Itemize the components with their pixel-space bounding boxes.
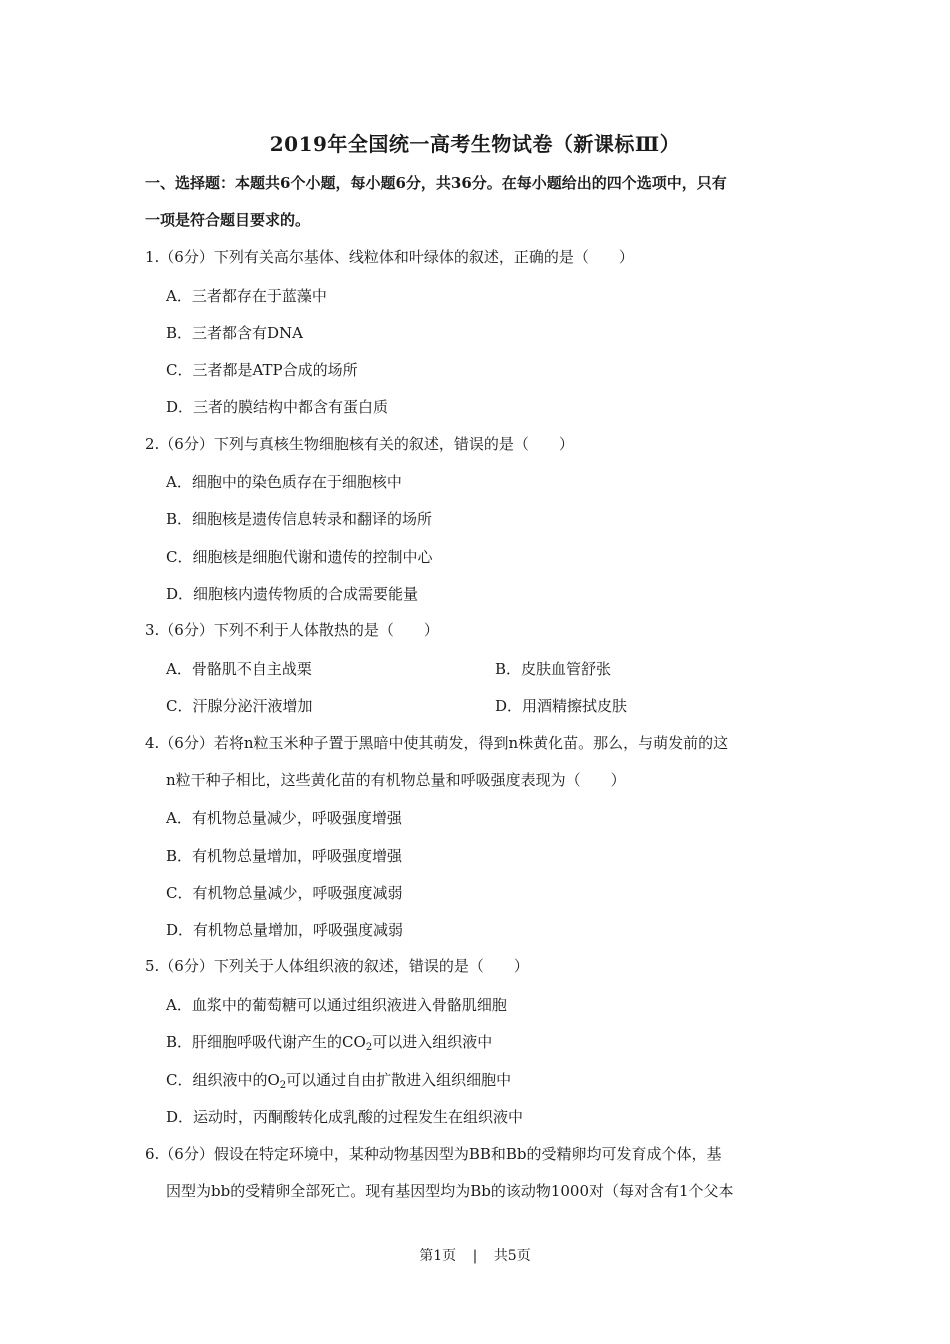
- question-1-option-d[interactable]: D．三者的膜结构中都含有蛋白质: [166, 398, 389, 416]
- question-4-option-c[interactable]: C．有机物总量减少，呼吸强度减弱: [166, 884, 403, 902]
- question-2-option-c[interactable]: C．细胞核是细胞代谢和遗传的控制中心: [166, 548, 433, 566]
- question-3-option-c[interactable]: C．汗腺分泌汗液增加: [166, 697, 313, 715]
- subscript: 2: [279, 1080, 287, 1091]
- question-6-stem-continued: 因型为bb的受精卵全部死亡。现有基因型均为Bb的该动物1000对（每对含有1个父本: [166, 1182, 734, 1200]
- subscript: 2: [365, 1042, 373, 1053]
- question-1-option-c[interactable]: C．三者都是ATP合成的场所: [166, 361, 358, 379]
- question-4-option-b[interactable]: B．有机物总量增加，呼吸强度增强: [166, 847, 403, 865]
- question-4-stem-continued: n粒干种子相比，这些黄化苗的有机物总量和呼吸强度表现为（ ）: [166, 771, 626, 789]
- question-3-stem: 3.（6分）下列不利于人体散热的是（ ）: [145, 621, 439, 639]
- page-title: 2019年全国统一高考生物试卷（新课标Ⅲ）: [269, 132, 681, 156]
- section-instruction: 一、选择题：本题共6个小题，每小题6分，共36分。在每小题给出的四个选项中，只有 一项是符合题目要求的。: [145, 174, 727, 229]
- question-5-option-b[interactable]: B．肝细胞呼吸代谢产生的$CO_2$可以进入组织液中: [166, 1033, 493, 1053]
- question-3-option-b[interactable]: B．皮肤血管舒张: [495, 660, 612, 678]
- question-4-stem: 4.（6分）若将n粒玉米种子置于黑暗中使其萌发，得到n株黄化苗。那么，与萌发前的这 n粒干种子相比，这些黄化苗的有机物总量和呼吸强度表现为（ ）: [145, 725, 810, 799]
- question-5-option-c[interactable]: C．组织液中的$O_2$可以通过自由扩散进入组织细胞中: [166, 1071, 512, 1091]
- question-4-option-d[interactable]: D．有机物总量增加，呼吸强度减弱: [166, 921, 404, 939]
- page-footer: [0, 1245, 950, 1265]
- question-1-option-b[interactable]: B．三者都含有DNA: [166, 324, 304, 342]
- question-5-stem: 5.（6分）下列关于人体组织液的叙述，错误的是（ ）: [145, 957, 529, 975]
- question-3-option-a[interactable]: A．骨骼肌不自主战栗: [166, 660, 312, 678]
- footer-separator: |: [472, 1248, 478, 1264]
- page-number: 第1页: [419, 1248, 457, 1264]
- question-2-option-d[interactable]: D．细胞核内遗传物质的合成需要能量: [166, 585, 419, 603]
- question-2-option-b[interactable]: B．细胞核是遗传信息转录和翻译的场所: [166, 510, 433, 528]
- question-1-option-a[interactable]: A．三者都存在于蓝藻中: [166, 287, 327, 305]
- question-5-option-d[interactable]: D．运动时，丙酮酸转化成乳酸的过程发生在组织液中: [166, 1108, 524, 1126]
- question-4-option-a[interactable]: A．有机物总量减少，呼吸强度增强: [166, 809, 402, 827]
- page-total: 共5页: [493, 1248, 531, 1264]
- question-5-option-a[interactable]: A．血浆中的葡萄糖可以通过组织液进入骨骼肌细胞: [166, 996, 507, 1014]
- question-2-option-a[interactable]: A．细胞中的染色质存在于细胞核中: [166, 473, 402, 491]
- question-6-stem: 6.（6分）假设在特定环境中，某种动物基因型为BB和Bb的受精卵均可发育成个体，基 因型为bb的受精卵全部死亡。现有基因型均为Bb的该动物1000对（每对含有1个父本: [145, 1136, 810, 1210]
- question-1-stem: 1.（6分）下列有关高尔基体、线粒体和叶绿体的叙述，正确的是（ ）: [145, 248, 634, 266]
- question-2-stem: 2.（6分）下列与真核生物细胞核有关的叙述，错误的是（ ）: [145, 435, 574, 453]
- question-3-option-d[interactable]: D．用酒精擦拭皮肤: [495, 697, 628, 715]
